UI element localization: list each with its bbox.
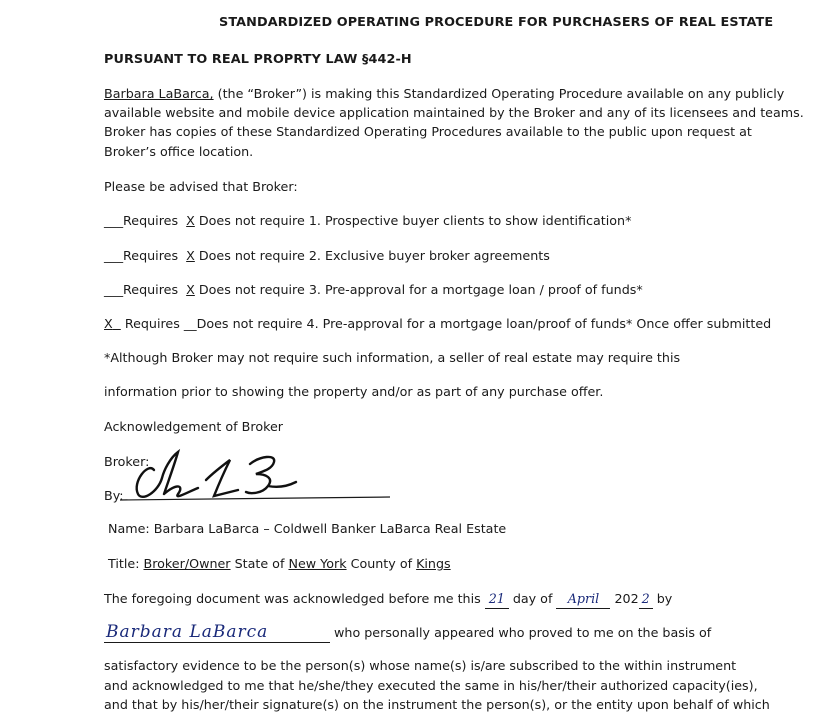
day-value: 21 bbox=[488, 591, 505, 606]
not-require-mark: __ bbox=[183, 316, 197, 331]
broker-signature bbox=[118, 442, 398, 512]
requirement-text: Does not require 3. Pre-approval for a mortgage loan / proof of funds* bbox=[198, 282, 643, 297]
advised-text: Please be advised that Broker: bbox=[104, 179, 298, 194]
broker-name: Barbara LaBarca, bbox=[104, 86, 214, 101]
intro-line-2: available website and mobile device application maintained by the Broker and any of its licensees and teams. bbox=[104, 105, 804, 120]
requires-mark: ___ bbox=[104, 213, 124, 228]
requirement-text: Does not require 2. Exclusive buyer broker agreements bbox=[198, 248, 550, 263]
evidence-line-3: and that by his/her/their signature(s) on the instrument the person(s), or the entity upon behalf of which bbox=[104, 697, 770, 712]
county-label: County of bbox=[346, 556, 417, 571]
state-value: New York bbox=[288, 556, 347, 571]
appeared-text: who personally appeared who proved to me on the basis of bbox=[330, 625, 712, 640]
acknowledgement-heading: Acknowledgement of Broker bbox=[104, 419, 283, 434]
document-title: STANDARDIZED OPERATING PROCEDURE FOR PURCHASERS OF REAL ESTATE bbox=[219, 15, 774, 30]
by-suffix: by bbox=[652, 591, 673, 606]
evidence-line-2: and acknowledged to me that he/she/they executed the same in his/her/their authorized capacity(ies), bbox=[104, 678, 758, 693]
evidence-line-1: satisfactory evidence to be the person(s) whose name(s) is/are subscribed to the within instrument bbox=[104, 658, 737, 673]
title-line bbox=[108, 555, 451, 573]
appeared-name: Barbara LaBarca bbox=[106, 622, 269, 642]
requirement-row bbox=[104, 281, 643, 299]
broker-label: Broker: bbox=[104, 454, 150, 469]
requires-mark: ___ bbox=[104, 282, 124, 297]
month-value: April bbox=[567, 591, 600, 606]
requirement-row bbox=[104, 212, 631, 230]
year-prefix: 202 bbox=[610, 591, 639, 606]
requires-label: Requires bbox=[124, 316, 180, 331]
title-value: Broker/Owner bbox=[143, 556, 231, 571]
title-label: Title: bbox=[108, 556, 144, 571]
requires-label: Requires bbox=[123, 282, 179, 297]
note-line-1: *Although Broker may not require such information, a seller of real estate may require this bbox=[104, 350, 681, 365]
not-require-mark: X bbox=[186, 248, 195, 263]
broker-name-line: Name: Barbara LaBarca – Coldwell Banker LaBarca Real Estate bbox=[108, 521, 507, 536]
requirement-text: Does not require 1. Prospective buyer clients to show identification* bbox=[198, 213, 632, 228]
law-reference: PURSUANT TO REAL PROPRTY LAW §442-H bbox=[104, 52, 412, 67]
intro-line-1 bbox=[104, 85, 784, 103]
requirement-text: Does not require 4. Pre-approval for a mortgage loan/proof of funds* Once offer submitted bbox=[196, 316, 772, 331]
appeared-line bbox=[104, 623, 711, 643]
not-require-mark: X bbox=[186, 282, 195, 297]
state-label: State of bbox=[230, 556, 289, 571]
intro-line-3: Broker has copies of these Standardized Operating Procedures available to the public upon request at bbox=[104, 124, 752, 139]
requires-mark: ___ bbox=[104, 248, 124, 263]
county-value: Kings bbox=[416, 556, 451, 571]
requirement-row bbox=[104, 247, 550, 265]
note-line-2: information prior to showing the property and/or as part of any purchase offer. bbox=[104, 384, 604, 399]
notary-line bbox=[104, 590, 672, 609]
intro-line-4: Broker’s office location. bbox=[104, 144, 254, 159]
not-require-mark: X bbox=[186, 213, 195, 228]
foregoing-prefix: The foregoing document was acknowledged before me this bbox=[104, 591, 485, 606]
requires-label: Requires bbox=[123, 213, 179, 228]
requirement-row bbox=[104, 315, 771, 333]
year-digit: 2 bbox=[641, 591, 650, 606]
requires-label: Requires bbox=[123, 248, 179, 263]
day-of-label: day of bbox=[508, 591, 557, 606]
intro-line-1-rest: (the “Broker”) is making this Standardized Operating Procedure available on any publicly bbox=[213, 86, 785, 101]
requires-mark: X bbox=[104, 316, 113, 331]
by-label: By: bbox=[104, 488, 124, 503]
